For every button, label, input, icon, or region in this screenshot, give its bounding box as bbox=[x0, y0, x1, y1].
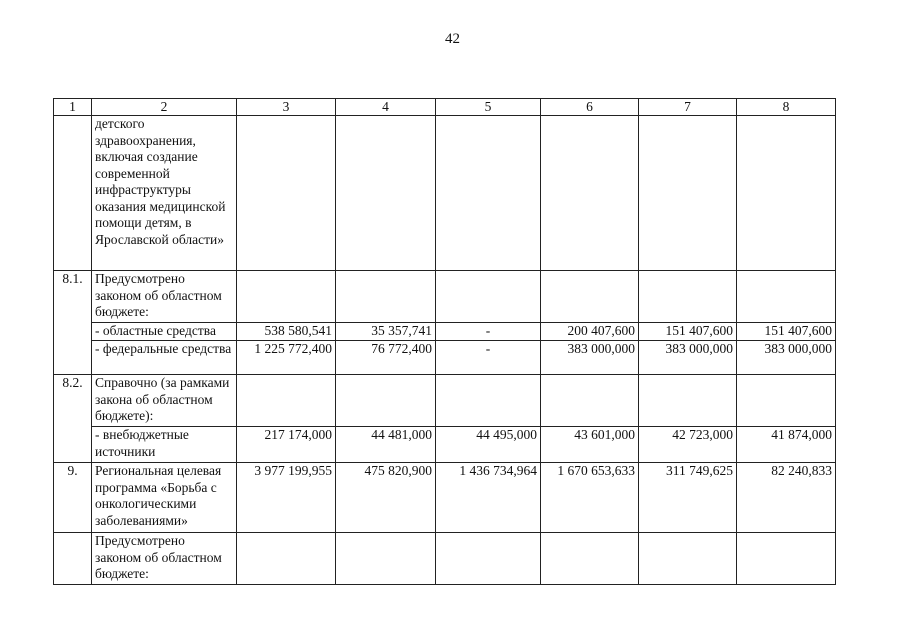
row-description: - областные средства bbox=[92, 323, 237, 341]
column-header: 5 bbox=[436, 99, 541, 116]
column-header: 6 bbox=[541, 99, 639, 116]
column-header: 7 bbox=[639, 99, 737, 116]
value-cell: 217 174,000 bbox=[237, 427, 336, 463]
value-cell: 383 000,000 bbox=[541, 341, 639, 375]
column-header: 2 bbox=[92, 99, 237, 116]
value-cell: 76 772,400 bbox=[336, 341, 436, 375]
row-description: Региональная целевая программа «Борьба с онкологическими заболеваниями» bbox=[92, 463, 237, 533]
value-cell: 311 749,625 bbox=[639, 463, 737, 533]
column-header: 4 bbox=[336, 99, 436, 116]
row-description: Справочно (за рамками закона об областном бюджете): bbox=[92, 375, 237, 427]
row-description: - внебюджетные источники bbox=[92, 427, 237, 463]
value-cell: - bbox=[436, 323, 541, 341]
value-cell: 3 977 199,955 bbox=[237, 463, 336, 533]
value-cell: 43 601,000 bbox=[541, 427, 639, 463]
value-cell: 151 407,600 bbox=[639, 323, 737, 341]
value-cell: 82 240,833 bbox=[737, 463, 836, 533]
column-header: 3 bbox=[237, 99, 336, 116]
header-row bbox=[54, 99, 836, 116]
value-cell: 383 000,000 bbox=[639, 341, 737, 375]
row-description: Предусмотрено законом об областном бюджете: bbox=[92, 533, 237, 585]
row-description: - федеральные средства bbox=[92, 341, 237, 375]
column-header: 8 bbox=[737, 99, 836, 116]
table-row bbox=[54, 427, 836, 463]
column-header: 1 bbox=[54, 99, 92, 116]
row-number: 9. bbox=[54, 463, 92, 533]
page-number: 42 bbox=[445, 31, 460, 47]
budget-table bbox=[53, 98, 836, 585]
value-cell: 383 000,000 bbox=[737, 341, 836, 375]
table-row bbox=[54, 116, 836, 271]
table-row bbox=[54, 375, 836, 427]
value-cell: 1 225 772,400 bbox=[237, 341, 336, 375]
value-cell: 42 723,000 bbox=[639, 427, 737, 463]
row-number: 8.1. bbox=[54, 271, 92, 375]
row-number: 8.2. bbox=[54, 375, 92, 463]
value-cell: 35 357,741 bbox=[336, 323, 436, 341]
value-cell: 538 580,541 bbox=[237, 323, 336, 341]
value-cell: 1 670 653,633 bbox=[541, 463, 639, 533]
row-number bbox=[54, 116, 92, 271]
table-row bbox=[54, 341, 836, 375]
value-cell: 475 820,900 bbox=[336, 463, 436, 533]
table-row bbox=[54, 271, 836, 323]
value-cell: 151 407,600 bbox=[737, 323, 836, 341]
value-cell: 1 436 734,964 bbox=[436, 463, 541, 533]
row-description: Предусмотрено законом об областном бюджете: bbox=[92, 271, 237, 323]
value-cell: 41 874,000 bbox=[737, 427, 836, 463]
table-row bbox=[54, 533, 836, 585]
table-row bbox=[54, 323, 836, 341]
value-cell: 200 407,600 bbox=[541, 323, 639, 341]
row-description: детского здравоохранения, включая создание современной инфраструктуры оказания медицинской помощи детям, в Ярославской области» bbox=[92, 116, 237, 271]
value-cell: 44 495,000 bbox=[436, 427, 541, 463]
row-number bbox=[54, 533, 92, 585]
value-cell: - bbox=[436, 341, 541, 375]
table-row bbox=[54, 463, 836, 533]
value-cell: 44 481,000 bbox=[336, 427, 436, 463]
